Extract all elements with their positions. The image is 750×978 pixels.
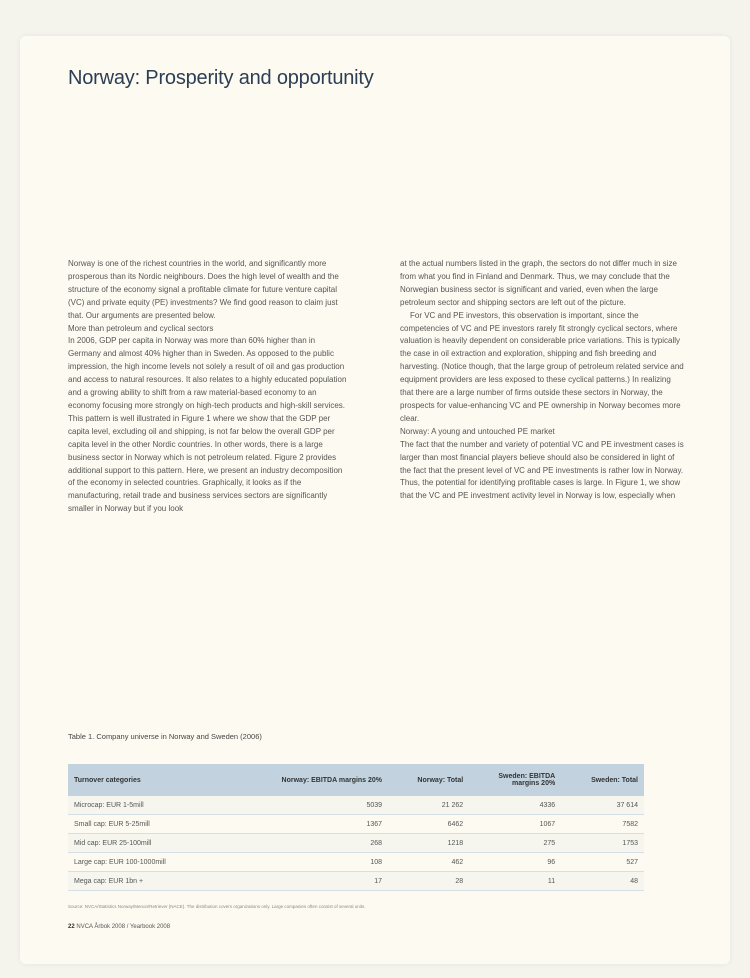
header-sweden-ebitda: Sweden: EBITDA margins 20%	[469, 764, 561, 796]
section1-heading: More than petroleum and cyclical sectors	[68, 323, 214, 333]
cell-category: Mid cap: EUR 25-100mill	[68, 834, 230, 853]
cell-value: 21 262	[388, 796, 469, 815]
cell-value: 462	[388, 853, 469, 872]
cell-value: 108	[230, 853, 388, 872]
cell-category: Small cap: EUR 5-25mill	[68, 815, 230, 834]
cell-value: 7582	[561, 815, 644, 834]
left-column	[68, 258, 348, 516]
section1-body: In 2006, GDP per capita in Norway was more than 60% higher than in Germany and almost 40% higher than in Sweden. As opposed to the public impression, the high income levels not solely a result of oil and gas production and access to natural resources. It also relates to a highly educated population and a growing ability to shift from a raw material-based economy to an economy focusing more strongly on high-tech products and high-skill services. This pattern is well illustrated in Figure 1 where we show that the GDP per capita level, excluding oil and shipping, is not far below the overall GDP per capita level in the other Nordic countries. In other words, there is a large business sector in Norway which is not petroleum related. Figure 2 provides additional support to this pattern. Here, we present an industry decomposition of the economy in selected countries. Graphically, it looks as if the manufacturing, retail trade and business services sectors are significantly smaller in Norway but if you look	[68, 336, 347, 514]
cell-value: 5039	[230, 796, 388, 815]
section2-heading: Norway: A young and untouched PE market	[400, 426, 555, 436]
cell-value: 1367	[230, 815, 388, 834]
cell-category: Microcap: EUR 1-5mill	[68, 796, 230, 815]
cell-value: 96	[469, 853, 561, 872]
publication-name: NVCA Årbok 2008 / Yearbook 2008	[76, 924, 171, 930]
cell-value: 28	[388, 872, 469, 891]
table-row	[68, 853, 644, 872]
cell-value: 1753	[561, 834, 644, 853]
cell-value: 4336	[469, 796, 561, 815]
cell-value: 48	[561, 872, 644, 891]
cell-category: Large cap: EUR 100-1000mill	[68, 853, 230, 872]
cell-value: 11	[469, 872, 561, 891]
cell-value: 1067	[469, 815, 561, 834]
cell-value: 17	[230, 872, 388, 891]
table-row	[68, 872, 644, 891]
header-norway-ebitda: Norway: EBITDA margins 20%	[230, 764, 388, 796]
header-sweden-total: Sweden: Total	[561, 764, 644, 796]
page-footer	[68, 924, 170, 930]
table-row	[68, 815, 644, 834]
cell-value: 1218	[388, 834, 469, 853]
header-norway-total: Norway: Total	[388, 764, 469, 796]
table-title: Table 1. Company universe in Norway and Sweden (2006)	[68, 732, 262, 741]
table-source-note: Source: NVCA/Statistics Norway/Menon/Retriever (NACE). The distribution covers organizations only. Large companies often consist of several units.	[68, 904, 366, 909]
cell-value: 527	[561, 853, 644, 872]
cell-value: 268	[230, 834, 388, 853]
table-row	[68, 834, 644, 853]
header-turnover-categories: Turnover categories	[68, 764, 230, 796]
right-column	[400, 258, 684, 503]
section2-body: The fact that the number and variety of potential VC and PE investment cases is larger than most financial players believe should also be considered in light of the fact that the present level of VC and PE investments is rather low in Norway. Thus, the potential for identifying profitable cases is large. In Figure 1, we show that the VC and PE investment activity level in Norway is low, especially when	[400, 439, 684, 501]
intro-paragraph: Norway is one of the richest countries in the world, and significantly more prosperous than its Nordic neighbours. Does the high level of wealth and the structure of the economy signal a profitable climate for future venture capital (VC) and private equity (PE) investments? We find good reason to claim just that. Our arguments are presented below.	[68, 259, 339, 320]
cell-category: Mega cap: EUR 1bn +	[68, 872, 230, 891]
page-title: Norway: Prosperity and opportunity	[68, 67, 374, 89]
table-row	[68, 796, 644, 815]
table-header-row	[68, 764, 644, 796]
company-universe-table	[68, 764, 644, 891]
page-number: 22	[68, 924, 75, 930]
right-paragraph-1: at the actual numbers listed in the graph, the sectors do not differ much in size from what you find in Finland and Denmark. Thus, we may conclude that the Norwegian business sector is significant and varied, even when the large petroleum sector and shipping sectors are left out of the picture.	[400, 259, 677, 307]
cell-value: 275	[469, 834, 561, 853]
right-paragraph-2: For VC and PE investors, this observation is important, since the competencies of VC and PE investors rarely fit strongly cyclical sectors, where valuation is heavily dependent on considerable price variations. This is typically the case in oil extraction and exploration, shipping and fish breeding and harvesting. (Notice though, that the large group of petroleum related service and equipment providers are less exposed to these cyclical patterns.) In realizing that there are a large number of firms outside these sectors in Norway, the prospects for value-enhancing VC and PE ownership in Norway becomes more clear.	[400, 310, 684, 423]
document-page	[20, 36, 730, 964]
cell-value: 37 614	[561, 796, 644, 815]
cell-value: 6462	[388, 815, 469, 834]
